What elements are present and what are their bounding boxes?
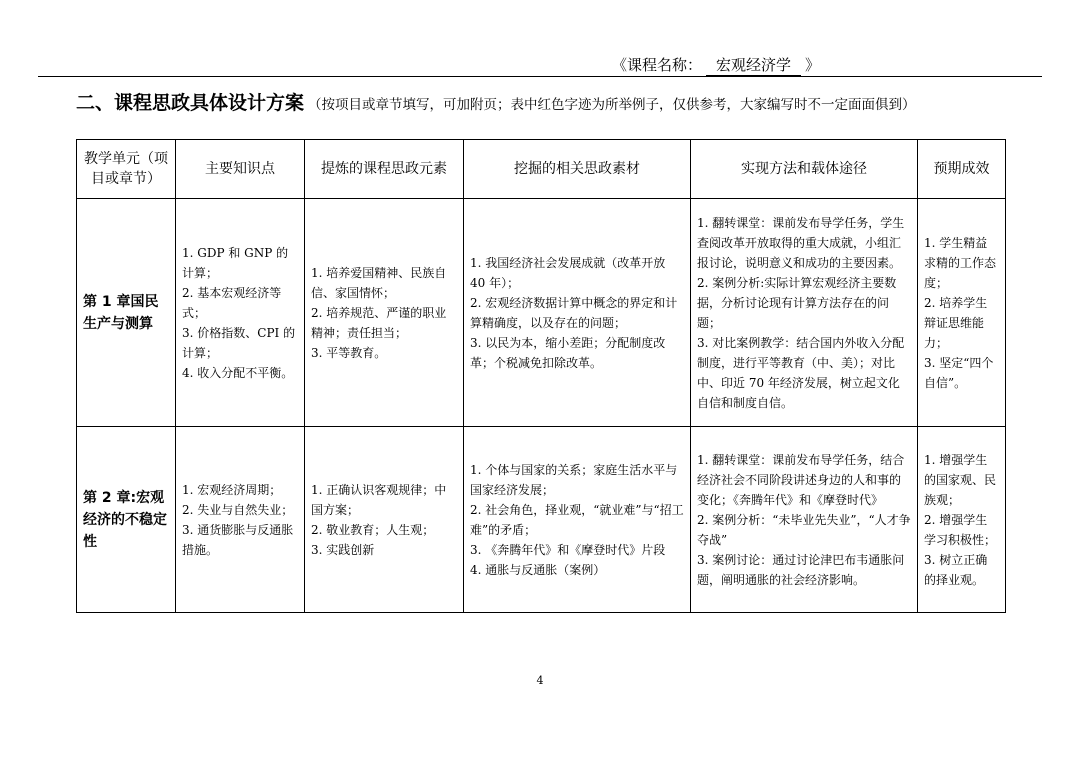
element-item: 3. 平等教育。	[311, 345, 387, 360]
method-item: 2. 案例分析：“未毕业先失业”，“人才争夺战”	[697, 512, 911, 547]
method-item: 1. 翻转课堂：课前发布导学任务，结合经济社会不同阶段讲述身边的人和事的变化；《奔腾年代》和《摩登时代》	[697, 452, 905, 507]
outcome-item: 3. 树立正确的择业观。	[924, 552, 988, 587]
header-elements: 提炼的课程思政元素	[305, 140, 464, 199]
table-row	[77, 427, 1006, 613]
table-header-row	[77, 140, 1006, 199]
method-item: 3. 对比案例教学：结合国内外收入分配制度，进行平等教育（中、美）；对比中、印近 70 年经济发展，树立起文化自信和制度自信。	[697, 335, 905, 410]
outcome-item: 1. 学生精益求精的工作态度；	[924, 235, 997, 290]
methods-cell	[691, 199, 918, 427]
section-note: （按项目或章节填写，可加附页；表中红色字迹为所举例子，仅供参考，大家编写时不一定面面俱到）	[308, 97, 916, 113]
course-close: 》	[805, 56, 821, 74]
course-label: 《课程名称：	[612, 56, 703, 74]
elements-cell	[305, 199, 464, 427]
knowledge-item: 2. 基本宏观经济等式；	[182, 285, 282, 320]
method-item: 3. 案例讨论：通过讨论津巴布韦通胀问题，阐明通胀的社会经济影响。	[697, 552, 905, 587]
outcomes-cell	[918, 427, 1006, 613]
knowledge-cell	[176, 199, 305, 427]
header-materials: 挖掘的相关思政素材	[464, 140, 691, 199]
material-item: 2. 社会角色，择业观，“就业难”与“招工难”的矛盾；	[470, 502, 684, 537]
header-outcomes: 预期成效	[918, 140, 1006, 199]
elements-cell	[305, 427, 464, 613]
materials-cell	[464, 199, 691, 427]
material-item: 4. 通胀与反通胀（案例）	[470, 562, 606, 577]
knowledge-cell	[176, 427, 305, 613]
knowledge-item: 1. 宏观经济周期；	[182, 482, 282, 497]
knowledge-item: 1. GDP 和 GNP 的计算；	[182, 245, 289, 280]
header-knowledge: 主要知识点	[176, 140, 305, 199]
outcomes-cell	[918, 199, 1006, 427]
section-heading	[76, 88, 916, 115]
unit-cell: 第 1 章国民生产与测算	[77, 199, 176, 427]
method-item: 2. 案例分析:实际计算宏观经济主要数据，分析讨论现有计算方法存在的问题；	[697, 275, 897, 330]
header-methods: 实现方法和载体途径	[691, 140, 918, 199]
knowledge-item: 4. 收入分配不平衡。	[182, 365, 294, 380]
material-item: 3. 以民为本，缩小差距；分配制度改革；个税减免扣除改革。	[470, 335, 666, 370]
knowledge-item: 3. 价格指数、CPI 的计算；	[182, 325, 296, 360]
outcome-item: 2. 增强学生学习积极性；	[924, 512, 997, 547]
outcome-item: 3. 坚定“四个自信”。	[924, 355, 994, 390]
outcome-item: 2. 培养学生辩证思维能力；	[924, 295, 988, 350]
knowledge-item: 2. 失业与自然失业；	[182, 502, 294, 517]
material-item: 1. 个体与国家的关系；家庭生活水平与国家经济发展；	[470, 462, 678, 497]
material-item: 1. 我国经济社会发展成就（改革开放 40 年）；	[470, 255, 666, 290]
materials-cell	[464, 427, 691, 613]
methods-cell	[691, 427, 918, 613]
element-item: 2. 培养规范、严谨的职业精神；责任担当；	[311, 305, 447, 340]
element-item: 2. 敬业教育；人生观；	[311, 522, 435, 537]
knowledge-item: 3. 通货膨胀与反通胀措施。	[182, 522, 294, 557]
element-item: 1. 正确认识客观规律；中国方案；	[311, 482, 447, 517]
element-item: 3. 实践创新	[311, 542, 375, 557]
course-name: 宏观经济学	[706, 54, 801, 76]
unit-cell: 第 2 章:宏观经济的不稳定性	[77, 427, 176, 613]
design-table	[76, 139, 1006, 613]
outcome-item: 1. 增强学生的国家观、民族观；	[924, 452, 997, 507]
material-item: 3. 《奔腾年代》和《摩登时代》片段	[470, 542, 666, 557]
element-item: 1. 培养爱国精神、民族自信、家国情怀；	[311, 265, 447, 300]
header-rule	[38, 76, 1042, 77]
header-unit: 教学单元（项目或章节）	[77, 140, 176, 199]
table-row	[77, 199, 1006, 427]
method-item: 1. 翻转课堂：课前发布导学任务，学生查阅改革开放取得的重大成就，小组汇报讨论，说明意义和成功的主要因素。	[697, 215, 905, 270]
page-number: 4	[536, 674, 544, 687]
material-item: 2. 宏观经济数据计算中概念的界定和计算精确度，以及存在的问题；	[470, 295, 678, 330]
course-name-header	[612, 54, 820, 76]
section-title: 二、课程思政具体设计方案	[76, 92, 305, 114]
